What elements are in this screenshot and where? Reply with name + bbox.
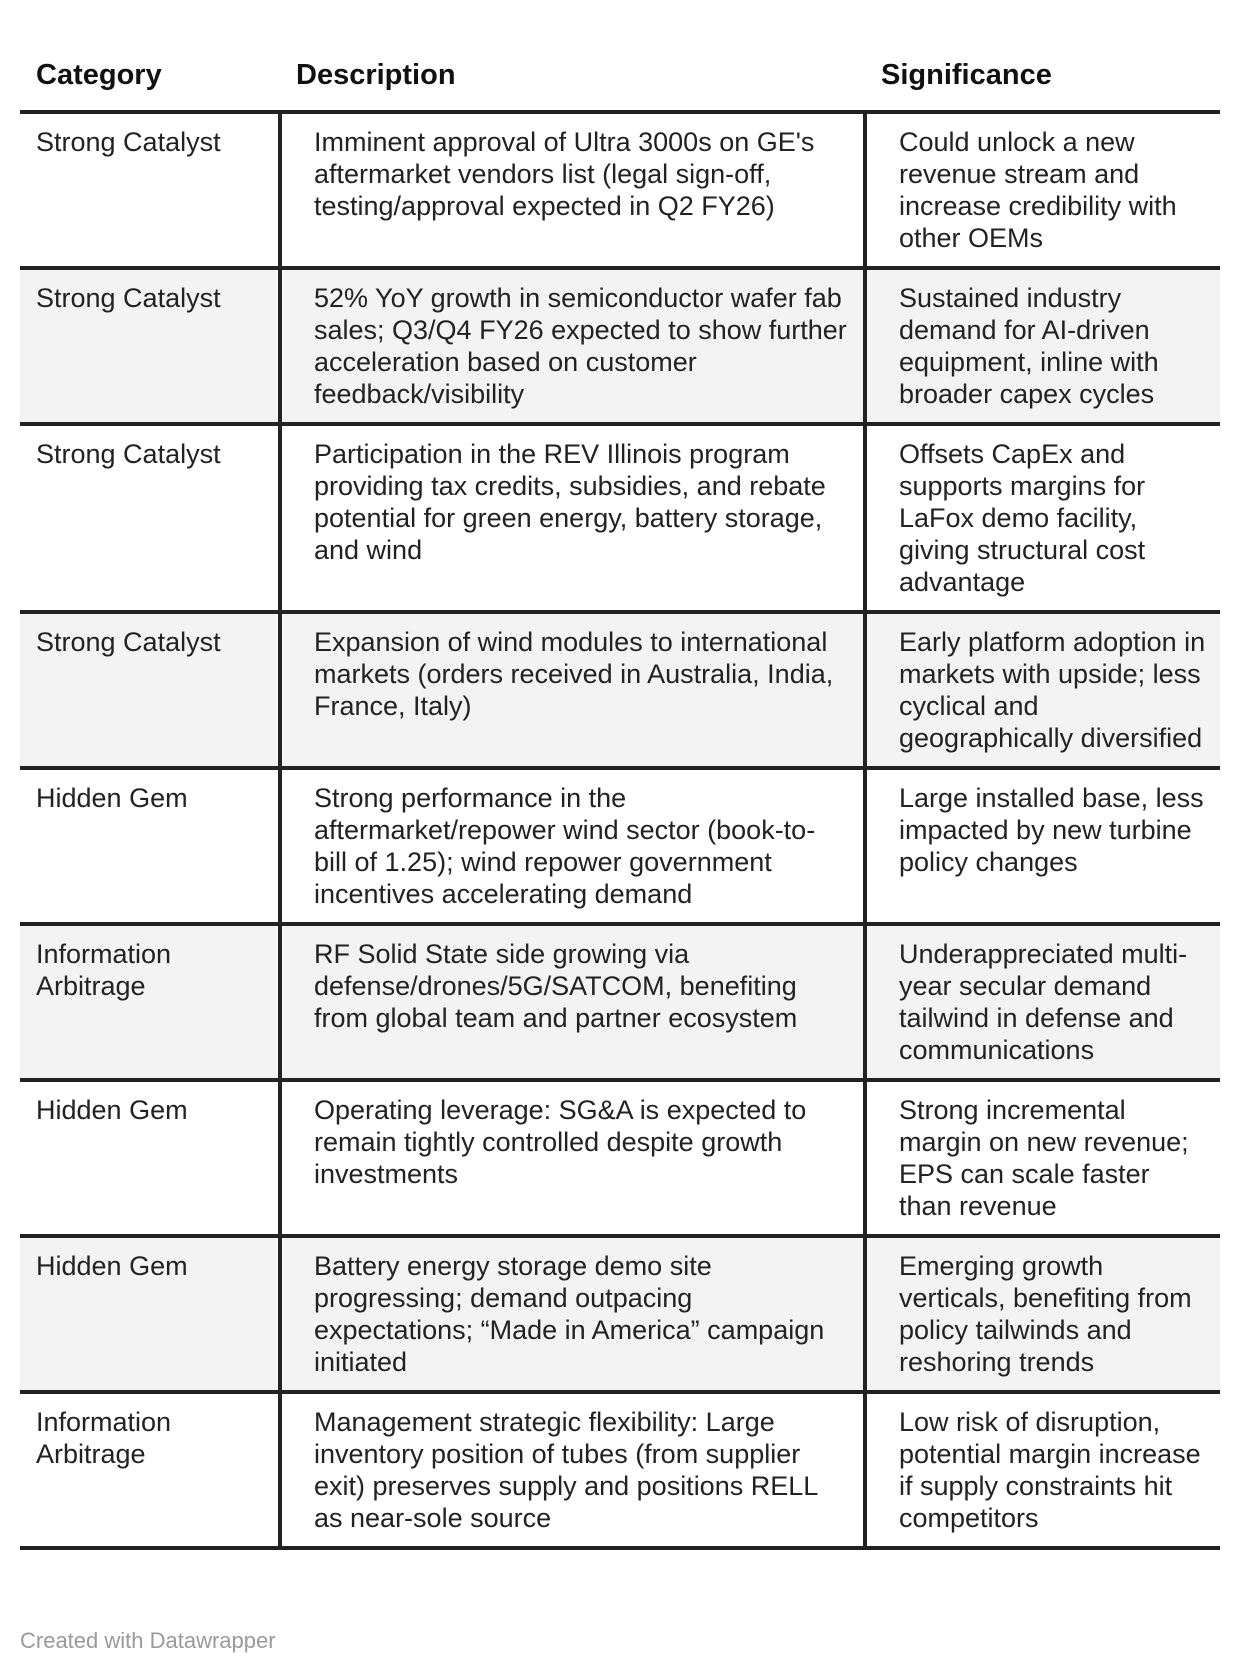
cell-significance: Strong incremental margin on new revenue; EPS can scale faster than revenue: [865, 1080, 1220, 1236]
cell-significance: Emerging growth verticals, benefiting from policy tailwinds and reshoring trends: [865, 1236, 1220, 1392]
cell-category: Strong Catalyst: [20, 268, 280, 424]
catalyst-table: [20, 40, 1220, 1550]
cell-category: Hidden Gem: [20, 768, 280, 924]
data-table-container: [20, 40, 1220, 1550]
table-row: [20, 1392, 1220, 1548]
cell-category: Hidden Gem: [20, 1236, 280, 1392]
cell-significance: Early platform adoption in markets with upside; less cyclical and geographically diversified: [865, 612, 1220, 768]
table-row: [20, 424, 1220, 612]
cell-significance: Offsets CapEx and supports margins for LaFox demo facility, giving structural cost advantage: [865, 424, 1220, 612]
table-row: [20, 1236, 1220, 1392]
table-row: [20, 612, 1220, 768]
cell-description: Management strategic flexibility: Large inventory position of tubes (from supplier exit) preserves supply and positions RELL as near-sole source: [280, 1392, 865, 1548]
cell-significance: Sustained industry demand for AI-driven equipment, inline with broader capex cycles: [865, 268, 1220, 424]
cell-category: Strong Catalyst: [20, 112, 280, 268]
cell-category: Hidden Gem: [20, 1080, 280, 1236]
table-row: [20, 768, 1220, 924]
header-description: Description: [280, 40, 865, 112]
datawrapper-credit: Created with Datawrapper: [20, 1628, 276, 1653]
cell-description: Expansion of wind modules to international markets (orders received in Australia, India, France, Italy): [280, 612, 865, 768]
cell-description: Strong performance in the aftermarket/repower wind sector (book-to-bill of 1.25); wind repower government incentives accelerating demand: [280, 768, 865, 924]
table-row: [20, 1080, 1220, 1236]
cell-category: Strong Catalyst: [20, 612, 280, 768]
cell-description: Imminent approval of Ultra 3000s on GE's aftermarket vendors list (legal sign-off, testing/approval expected in Q2 FY26): [280, 112, 865, 268]
table-row: [20, 112, 1220, 268]
cell-description: Operating leverage: SG&A is expected to remain tightly controlled despite growth investments: [280, 1080, 865, 1236]
cell-significance: Low risk of disruption, potential margin increase if supply constraints hit competitors: [865, 1392, 1220, 1548]
table-header-row: [20, 40, 1220, 112]
cell-description: Participation in the REV Illinois program providing tax credits, subsidies, and rebate potential for green energy, battery storage, and wind: [280, 424, 865, 612]
cell-description: RF Solid State side growing via defense/drones/5G/SATCOM, benefiting from global team and partner ecosystem: [280, 924, 865, 1080]
cell-description: 52% YoY growth in semiconductor wafer fab sales; Q3/Q4 FY26 expected to show further acceleration based on customer feedback/visibility: [280, 268, 865, 424]
table-row: [20, 924, 1220, 1080]
table-row: [20, 268, 1220, 424]
cell-category: Strong Catalyst: [20, 424, 280, 612]
cell-category: Information Arbitrage: [20, 924, 280, 1080]
header-significance: Significance: [865, 40, 1220, 112]
cell-significance: Large installed base, less impacted by new turbine policy changes: [865, 768, 1220, 924]
header-category: Category: [20, 40, 280, 112]
cell-category: Information Arbitrage: [20, 1392, 280, 1548]
cell-significance: Could unlock a new revenue stream and increase credibility with other OEMs: [865, 112, 1220, 268]
cell-significance: Underappreciated multi-year secular demand tailwind in defense and communications: [865, 924, 1220, 1080]
cell-description: Battery energy storage demo site progressing; demand outpacing expectations; “Made in America” campaign initiated: [280, 1236, 865, 1392]
